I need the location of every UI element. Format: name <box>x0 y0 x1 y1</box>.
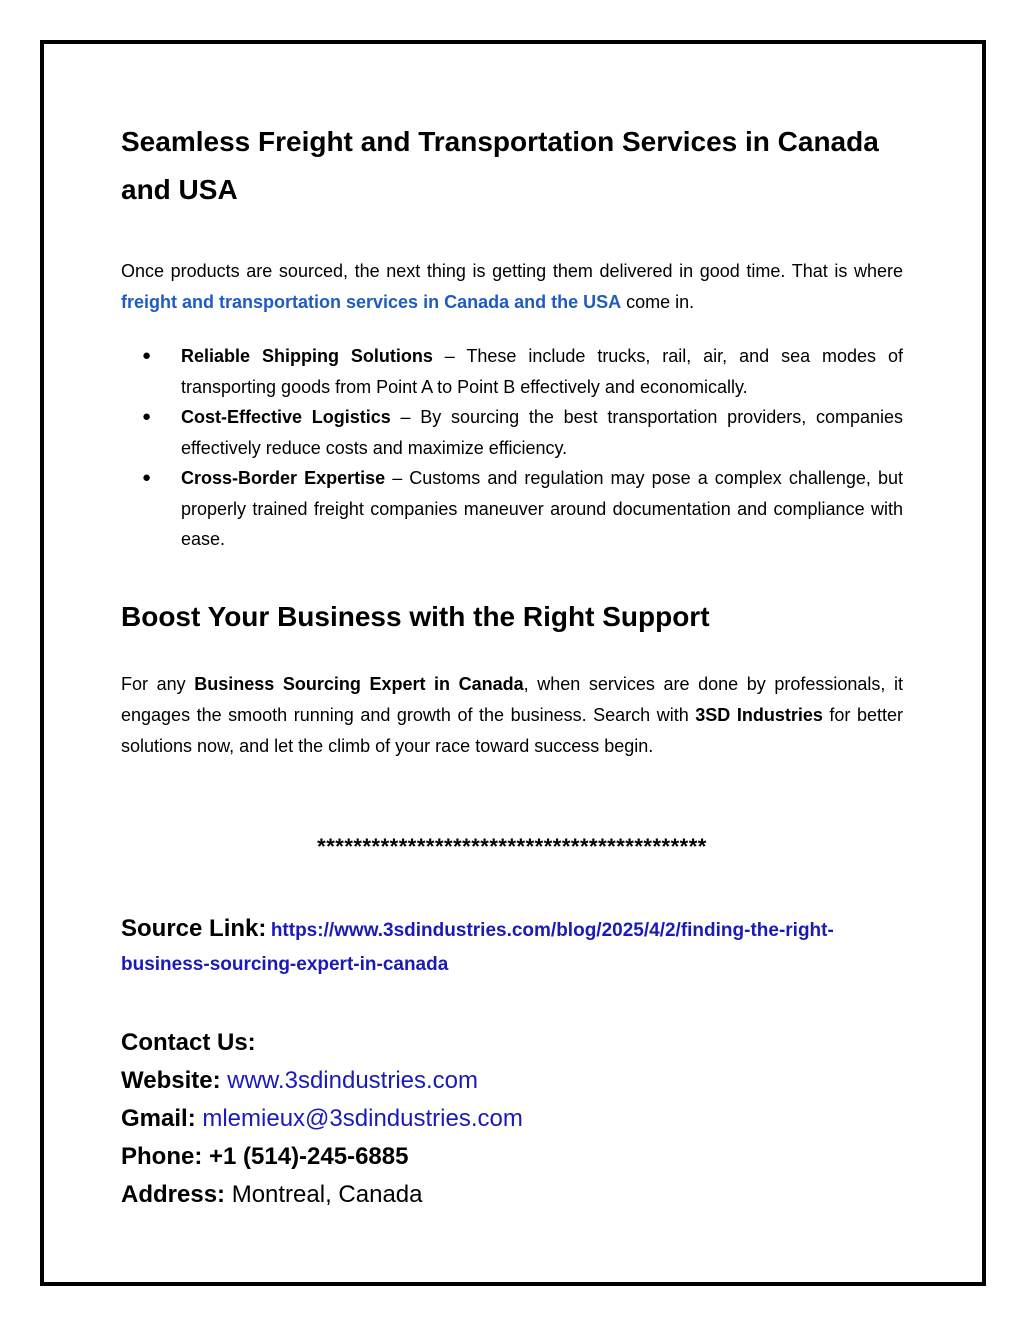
freight-intro-paragraph <box>121 256 903 318</box>
intro-text-before: Once products are sourced, the next thing is getting them delivered in good time. That is where <box>121 261 903 281</box>
support-bold-2: 3SD Industries <box>695 704 823 725</box>
source-link-url[interactable]: https://www.3sdindustries.com/blog/2025/4/2/finding-the-right-business-sourcing-expert-in-canada <box>121 919 834 975</box>
document-body <box>121 118 903 1214</box>
website-link[interactable]: www.3sdindustries.com <box>227 1066 479 1094</box>
list-item <box>121 341 903 402</box>
gmail-line <box>121 1100 903 1138</box>
divider-stars: ******************************************* <box>317 833 707 859</box>
gmail-label: Gmail: <box>121 1104 196 1132</box>
freight-bullet-list <box>121 341 903 555</box>
list-item <box>121 463 903 555</box>
support-text-2: , when services are done by professionals, it engages the smooth running and growth of the business. Search with <box>121 673 903 725</box>
website-line <box>121 1062 903 1100</box>
bullet-icon: ● <box>142 469 152 486</box>
address-value: Montreal, Canada <box>231 1180 423 1208</box>
bullet-icon: ● <box>142 408 152 425</box>
bullet-title: Cross-Border Expertise <box>181 468 386 488</box>
support-text-3: for better solutions now, and let the climb of your race toward success begin. <box>121 704 903 756</box>
phone-label: Phone: <box>121 1142 203 1170</box>
bullet-text: – Customs and regulation may pose a complex challenge, but properly trained freight companies maneuver around documentation and compliance with ease. <box>181 468 903 549</box>
contact-heading <box>121 1024 903 1062</box>
bullet-title: Cost-Effective Logistics <box>181 407 391 427</box>
section-heading-freight: Seamless Freight and Transportation Services in Canada and USA <box>121 126 879 205</box>
support-bold-1: Business Sourcing Expert in Canada <box>194 673 524 694</box>
bullet-text: – By sourcing the best transportation providers, companies effectively reduce costs and maximize efficiency. <box>181 407 904 458</box>
intro-text-after: come in. <box>621 292 695 312</box>
list-item <box>121 402 903 463</box>
address-line <box>121 1176 903 1214</box>
bullet-icon: ● <box>142 347 152 364</box>
phone-line <box>121 1138 903 1176</box>
support-paragraph <box>121 669 903 762</box>
source-link-label: Source Link: <box>121 914 267 942</box>
bullet-text: – These include trucks, rail, air, and sea modes of transporting goods from Point A to Point B effectively and economically. <box>181 346 903 397</box>
address-label: Address: <box>121 1180 226 1208</box>
gmail-link[interactable]: mlemieux@3sdindustries.com <box>202 1104 523 1132</box>
website-label: Website: <box>121 1066 221 1094</box>
bullet-title: Reliable Shipping Solutions <box>181 346 433 366</box>
phone-value: +1 (514)-245-6885 <box>209 1142 409 1170</box>
section-heading-support: Boost Your Business with the Right Support <box>121 600 710 632</box>
support-text-1: For any <box>121 673 195 694</box>
freight-services-link[interactable]: freight and transportation services in Canada and the USA <box>121 292 622 312</box>
source-link-block <box>121 914 903 982</box>
contact-block <box>121 1024 903 1214</box>
contact-heading-text: Contact Us: <box>121 1028 256 1056</box>
